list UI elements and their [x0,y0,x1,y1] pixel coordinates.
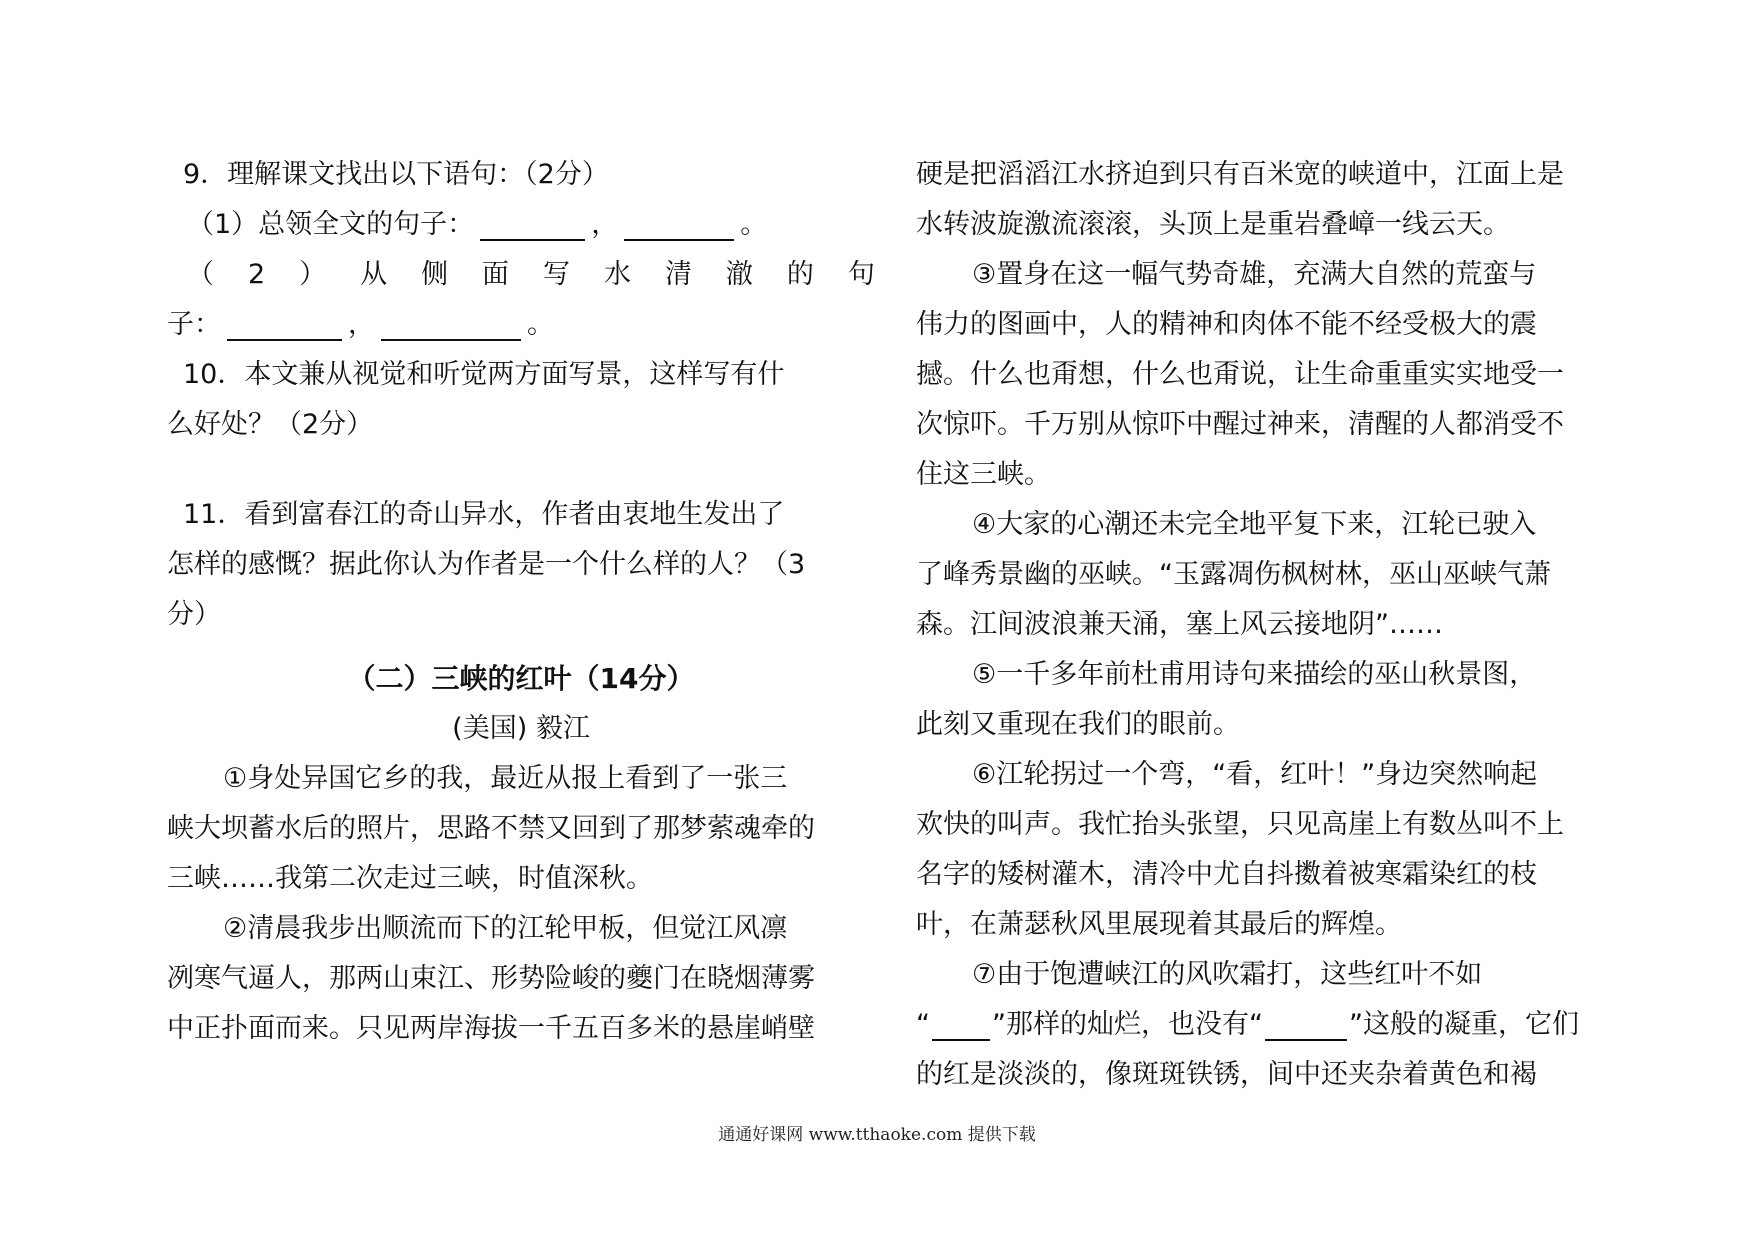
q9-sub2-char: 澈 [725,259,753,290]
q9-sub2-char: （ [187,259,214,290]
paragraph-line: 欢快的叫声。我忙抬头张望，只见高崖上有数丛叫不上 [916,809,1564,840]
paragraph-line: 此刻又重现在我们的眼前。 [916,709,1240,740]
paragraph-line: 名字的矮树灌木，清冷中尤自抖擞着被寒霜染红的枝 [916,859,1537,890]
footer-watermark: 通通好课网 www.tthaoke.com 提供下载 [718,1125,1036,1145]
q9-sub1-label: （1）总领全文的句子： [187,209,475,240]
paragraph-line: ⑥江轮拐过一个弯，“看，红叶！”身边突然响起 [972,759,1538,790]
q9-sub2-cont-label: 子： [167,309,221,340]
paragraph-line: 撼。什么也甭想，什么也甭说，让生命重重实实地受一 [916,359,1564,390]
q9-sub2-cont [167,300,875,350]
q9-sub2-char: 2 [247,259,266,290]
paragraph-line: 伟力的图画中，人的精神和肉体不能不经受极大的震 [916,309,1537,340]
paragraph-line: 水转波旋激流滚滚，头顶上是重岩叠嶂一线云天。 [916,209,1510,240]
q9-sub1 [167,200,875,250]
q9-sub2-char: 句 [847,259,875,290]
paragraph-line: 了峰秀景幽的巫峡。“玉露凋伤枫树林，巫山巫峡气萧 [916,559,1551,590]
q9-sub1-end: 。 [740,209,768,240]
q9-sub2-end: 。 [527,309,554,340]
section-author: (美国) 毅江 [452,713,590,744]
paragraph-line: ③置身在这一幅气势奇雄，充满大自然的荒蛮与 [972,259,1537,290]
paragraph-line: 峡大坝蓄水后的照片，思路不禁又回到了那梦萦魂牵的 [167,813,815,844]
paragraph-line: ⑦由于饱遭峡江的风吹霜打，这些红叶不如 [972,959,1483,990]
q9-sub2-char: 侧 [421,259,449,290]
answer-blank-3[interactable] [227,309,342,341]
q9-sub2-char: 从 [360,259,388,290]
answer-blank-4[interactable] [381,309,521,341]
section-title: （二）三峡的红叶（14分） [347,662,695,695]
q10-line: 么好处？（2分） [167,409,374,440]
q11-line: 分） [167,599,221,630]
left-column [167,150,875,1054]
right-column [916,150,1622,1100]
answer-blank-1[interactable] [480,209,585,241]
paragraph-line: 三峡……我第二次走过三峡，时值深秋。 [167,863,653,894]
answer-blank-6[interactable] [1265,1009,1347,1041]
paragraph-line: ①身处异国它乡的我，最近从报上看到了一张三 [223,763,788,794]
paragraph-line: ⑤一千多年前杜甫用诗句来描绘的巫山秋景图， [972,659,1537,690]
q9-sub2-spread-line [167,250,875,300]
paragraph-line: 硬是把滔滔江水挤迫到只有百米宽的峡道中，江面上是 [916,159,1564,190]
paragraph-line: 的红是淡淡的，像斑斑铁锈，间中还夹杂着黄色和褐 [916,1059,1537,1090]
q11-line: 11．看到富春江的奇山异水，作者由衷地生发出了 [183,499,785,530]
q9-sub1-separator: ， [591,209,619,240]
q9-sub2-char: 面 [482,259,510,290]
answer-blank-2[interactable] [624,209,734,241]
paragraph-line: 森。江间波浪兼天涌，塞上风云接地阴”…… [916,609,1443,640]
q9-sub2-char: 写 [543,259,570,290]
para7-text: ”那样的灿烂，也没有“ [992,1009,1263,1040]
paragraph-line: 住这三峡。 [916,459,1051,490]
paragraph-line: 中正扑面而来。只见两岸海拔一千五百多米的悬崖峭壁 [167,1013,815,1044]
q9-sub2-char: 的 [786,259,814,290]
q9-stem: 9．理解课文找出以下语句：（2分） [183,159,609,190]
paragraph-line: ④大家的心潮还未完全地平复下来，江轮已驶入 [972,509,1537,540]
quote-open: “ [916,1009,930,1040]
q9-sub2-char: 清 [664,259,692,290]
paragraph-line: ②清晨我步出顺流而下的江轮甲板，但觉江风凛 [223,913,788,944]
answer-space [167,450,875,490]
paragraph-line-with-blanks [916,1000,1622,1050]
paragraph-line: 叶，在萧瑟秋风里展现着其最后的辉煌。 [916,909,1402,940]
q9-sub2-char: 水 [603,259,631,290]
q9-sub2-char: ） [299,259,327,290]
q10-line: 10．本文兼从视觉和听觉两方面写景，这样写有什 [183,359,785,390]
q9-sub2-separator: ， [348,309,375,340]
paragraph-line: 次惊吓。千万别从惊吓中醒过神来，清醒的人都消受不 [916,409,1564,440]
para7-text: ”这般的凝重，它们 [1348,1009,1579,1040]
paragraph-line: 冽寒气逼人，那两山束江、形势险峻的夔门在晓烟薄雾 [167,963,815,994]
q11-line: 怎样的感慨？据此你认为作者是一个什么样的人？（3 [167,549,806,580]
answer-blank-5[interactable] [932,1009,990,1041]
